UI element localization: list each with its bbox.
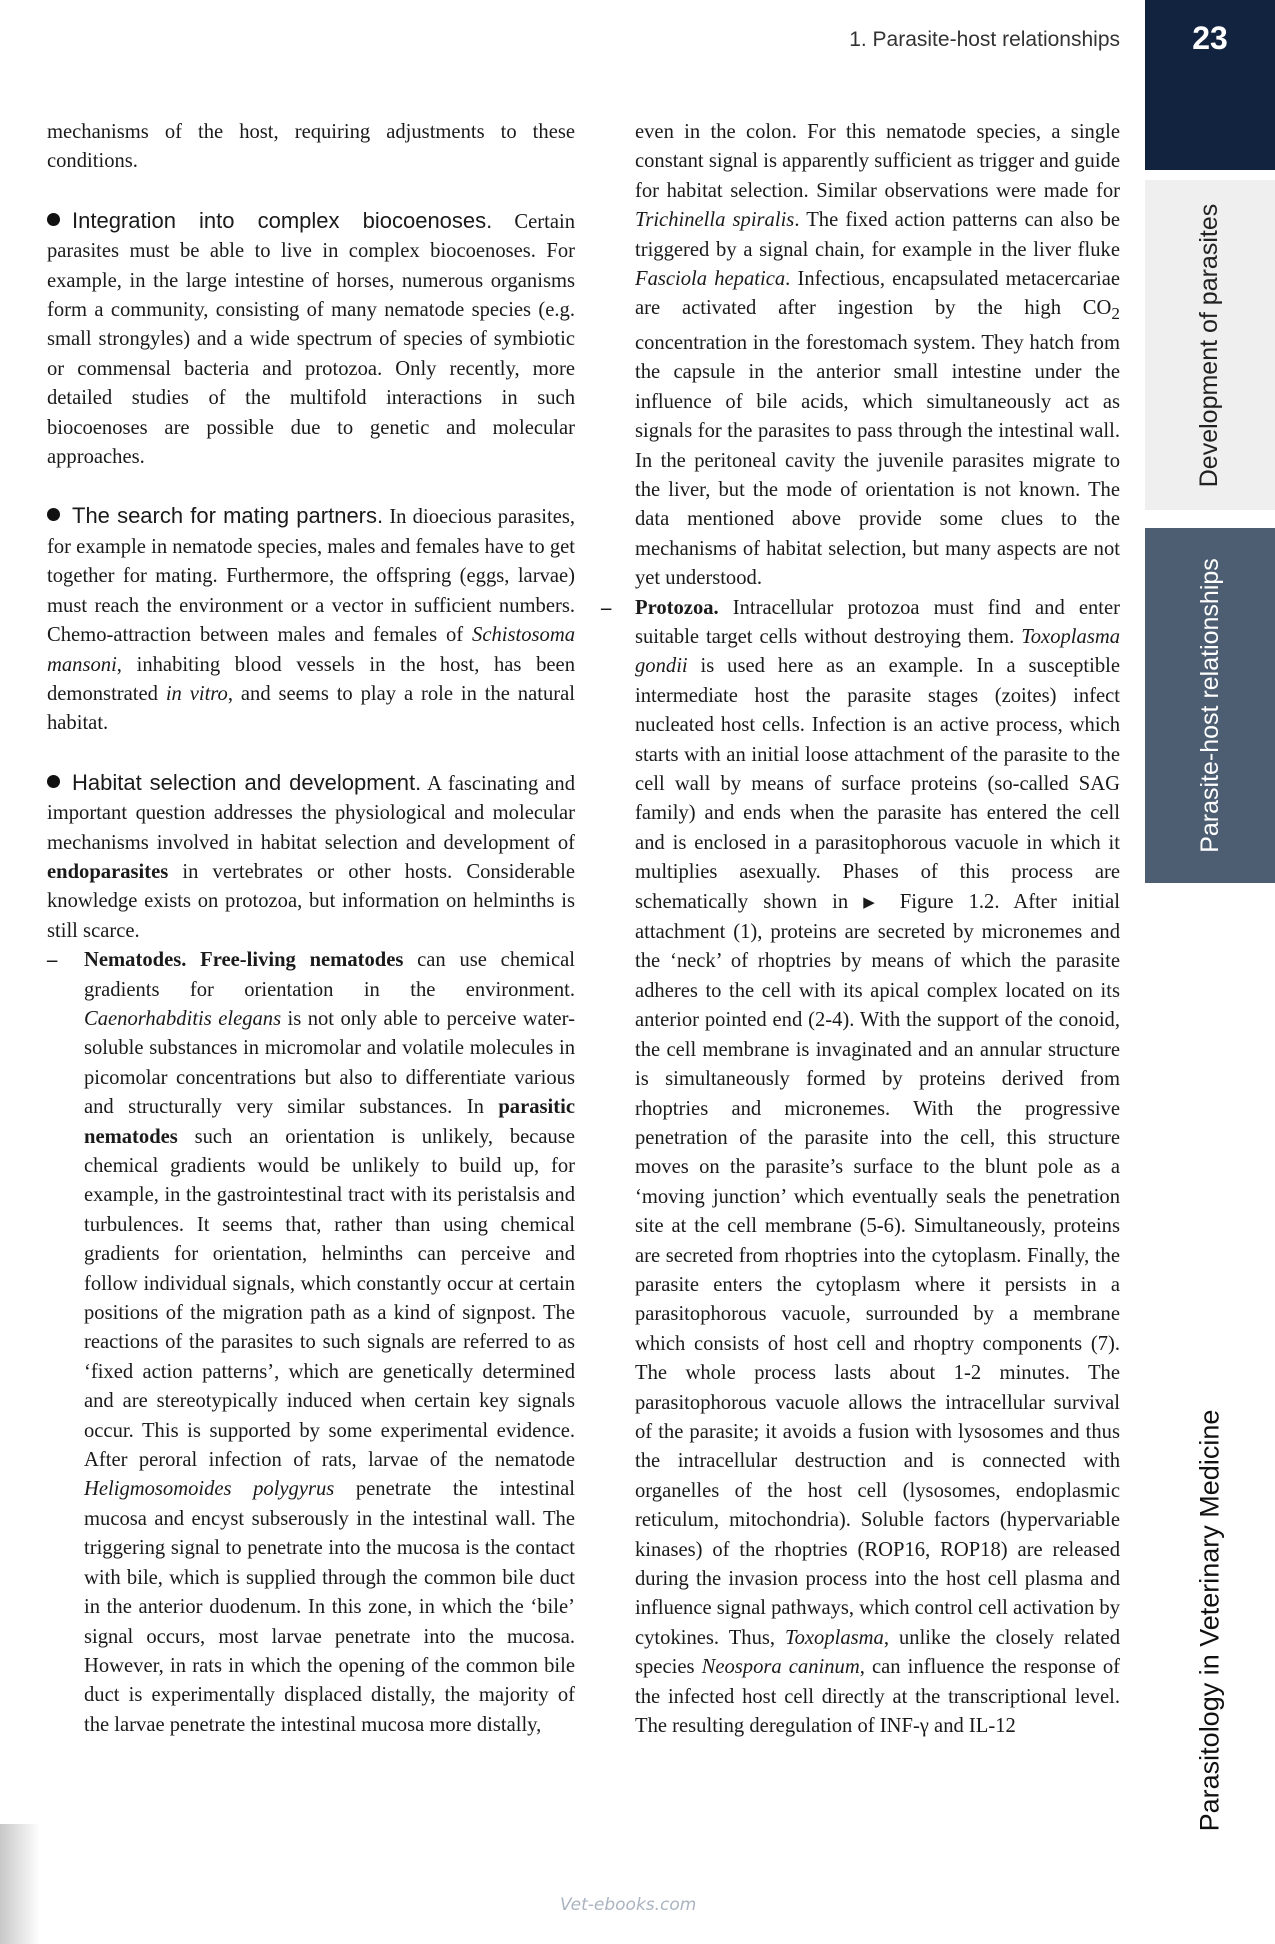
- watermark-logo: Vet-ebooks.com: [560, 1895, 697, 1915]
- habitat-body: in vertebrates or other hosts. Considerable knowledge exists on protozoa, but information on helminths is still scarce.: [47, 860, 575, 942]
- integration-paragraph: [47, 206, 575, 473]
- species-name: Schistosoma mansoni: [47, 624, 575, 676]
- species-name: Fasciola hepatica: [635, 268, 786, 291]
- habitat-body: A fascinating and important question addresses the physiological and molecular mechanisms involved in habitat selection and development of: [47, 772, 575, 854]
- protozoa-body: Intracellular protozoa must find and enter suitable target cells without destroying them.: [635, 596, 1120, 649]
- bullet-icon: [47, 508, 60, 521]
- continuation-paragraph: [635, 118, 1120, 594]
- protozoa-body: . After initial attachment (1), proteins are secreted by micronemes and the ‘neck’ of rhoptries by means of which the parasite adheres to the cell with its apical complex located on its anterior pointed end (2-4). With the support of the conoid, the cell membrane is invaginated and an annular structure is simultaneously formed by proteins derived from rhoptries and micronemes. With the progressive penetration of the parasite into the cell, this structure moves on the parasite’s surface to the blunt pole as a ‘moving junction’ which eventually seals the penetration site at the cell membrane (5-6). Simultaneously, proteins are secreted from rhoptries into the cytoplasm. Finally, the parasite enters the cytoplasm where it persists in a parasitophorous vacuole, surrounded by a membrane which consists of host cell and rhoptry components (7). The whole process lasts about 1-2 minutes. The parasitophorous vacuole allows the intracellular survival of the parasite; it avoids a fusion with lysosomes and thus the intracellular destruction and is connected with organelles of the host cell (lysosomes, endoplasmic reticulum, mitochondria). Soluble factors (hypervariable kinases) of the rhoptries (ROP16, ROP18) are released during the invasion process into the host cell plasma and influence signal pathways, which control cell activation by cytokines. Thus,: [635, 890, 1120, 1649]
- bullet-icon: [47, 775, 60, 788]
- integration-heading: Integration into complex biocoenoses.: [72, 207, 493, 233]
- integration-body: Certain parasites must be able to live in complex biocoenoses. For example, in the large intestine of horses, numerous organisms form a community, consisting of many nematode species (e.g. small strongyles) and a wide spectrum of species of symbiotic or commensal bacteria and protozoa. Only recently, more detailed studies of the multifold interactions in such biocoenoses are possible due to genetic and molecular approaches.: [47, 210, 576, 469]
- dash-marker: –: [47, 949, 58, 972]
- nematodes-body: such an orientation is unlikely, because chemical gradients would be unlikely to build up, for example, in the gastrointestinal tract with its peristalsis and turbulences. It seems that, rather than using chemical gradients for orientation, helminths can perceive and follow individual signals, which constantly occur at certain positions of the migration path as a kind of signpost. The reactions of the parasites to such signals are referred to as ‘fixed action patterns’, which are genetically determined and are stereotypically induced when certain key signals occur. This is supported by some experimental evidence. After peroral infection of rats, larvae of the nematode: [84, 1125, 575, 1472]
- species-name: Trichinella spiralis: [635, 209, 795, 232]
- protozoa-heading: Protozoa.: [635, 596, 719, 619]
- page-number-tab: 23: [1145, 0, 1275, 170]
- continuation-body: even in the colon. For this nematode species, a single constant signal is apparently sufficient as trigger and guide for habitat selection. Similar observations were made for: [635, 121, 1120, 202]
- protozoa-body: , can influence the response of the infected host cell directly at the transcriptional level. The resulting deregulation of INF-γ and IL-12: [635, 1656, 1120, 1738]
- mating-body: , and seems to play a role in the natural habitat.: [47, 682, 575, 735]
- side-tab-development: [1145, 180, 1275, 510]
- in-vitro-term: in vitro: [165, 682, 228, 705]
- nematodes-body: is not only able to perceive water-soluble substances in micromolar and volatile molecules in picomolar concentrations but also to differentiate various and structurally very similar substances. In: [84, 1007, 575, 1119]
- intro-paragraph: mechanisms of the host, requiring adjustments to these conditions.: [47, 121, 575, 173]
- species-name: Caenorhabditis elegans: [84, 1007, 282, 1030]
- parasitic-nematodes-term: parasitic nematodes: [84, 1096, 575, 1148]
- habitat-paragraph: [47, 768, 575, 946]
- continuation-body: . The fixed action patterns can also be triggered by a signal chain, for example in the liver fluke: [635, 209, 1121, 261]
- side-tab-relationships-label: Parasite-host relationships: [1195, 558, 1224, 853]
- left-column: [47, 118, 575, 1740]
- nematodes-item: [47, 946, 575, 1740]
- mating-body: In dioecious parasites, for example in nematode species, males and females have to get together for mating. Furthermore, the offspring (eggs, larvae) must reach the environment or a vector in sufficient numbers. Chemo-attraction between males and females of: [47, 506, 575, 647]
- running-header: 1. Parasite-host relationships: [849, 28, 1120, 51]
- nematodes-heading: Nematodes.: [84, 949, 187, 972]
- side-tab-relationships: [1145, 528, 1275, 883]
- protozoa-body: , unlike the closely related species: [635, 1626, 1120, 1679]
- nematodes-body: penetrate the intestinal mucosa and encyst subserously in the intestinal wall. The triggering signal to penetrate into the mucosa is the contact with bile, which is supplied through the common bile duct in the anterior duodenum. In this zone, in which the ‘bile’ signal occurs, most larvae penetrate into the mucosa. However, in rats in which the opening of the common bile duct is experimentally displaced distally, the majority of the larvae penetrate the intestinal mucosa more distally,: [84, 1478, 575, 1736]
- right-column: [601, 118, 1121, 1741]
- habitat-heading: Habitat selection and development.: [72, 769, 422, 795]
- continuation-body: concentration in the forestomach system. They hatch from the capsule in the anterior small intestine under the influence of bile acids, which simultaneously act as signals for the parasites to pass through the intestinal wall. In the peritoneal cavity the juvenile parasites migrate to the liver, but the mode of orientation is not known. The data mentioned above provide some clues to the mechanisms of habitat selection, but many aspects are not yet understood.: [635, 331, 1120, 590]
- mating-heading: The search for mating partners.: [72, 503, 384, 529]
- book-title-label: Parasitology in Veterinary Medicine: [1194, 1409, 1225, 1831]
- mating-body: , inhabiting blood vessels in the host, has been demonstrated: [47, 653, 575, 705]
- endoparasites-term: endoparasites: [47, 860, 169, 883]
- scan-edge-shadow: [0, 1824, 40, 1944]
- side-tab-development-label: Development of parasites: [1195, 203, 1224, 487]
- figure-reference[interactable]: Figure 1.2: [884, 890, 995, 913]
- bullet-icon: [47, 213, 60, 226]
- dash-marker: –: [601, 596, 612, 619]
- arrow-right-icon: ▶: [863, 894, 885, 911]
- protozoa-item: [601, 594, 1120, 1742]
- nematodes-body: can use chemical gradients for orientation in the environment.: [84, 949, 576, 1001]
- side-tab-book-title: [1145, 1390, 1275, 1850]
- protozoa-body: is used here as an example. In a susceptible intermediate host the parasite stages (zoites) infect nucleated host cells. Infection is an active process, which starts with an initial loose attachment of the parasite to the cell wall by means of surface proteins (so-called SAG family) and ends when the parasite has entered the cell and is enclosed in a parasitophorous vacuole in which it multiplies asexually. Phases of this process are schematically shown in: [635, 655, 1120, 913]
- species-name: Toxoplasma: [785, 1626, 884, 1649]
- species-name: Neospora caninum: [701, 1656, 860, 1679]
- subscript: 2: [1111, 304, 1120, 324]
- species-name: Toxoplasma gondii: [635, 626, 1120, 678]
- continuation-body: . Infectious, encapsulated metacercariae are activated after ingestion by the high CO: [635, 268, 1120, 320]
- species-name: Heligmosomoides polygyrus: [84, 1478, 335, 1501]
- free-living-term: Free-living nematodes: [200, 949, 404, 972]
- mating-paragraph: [47, 501, 575, 738]
